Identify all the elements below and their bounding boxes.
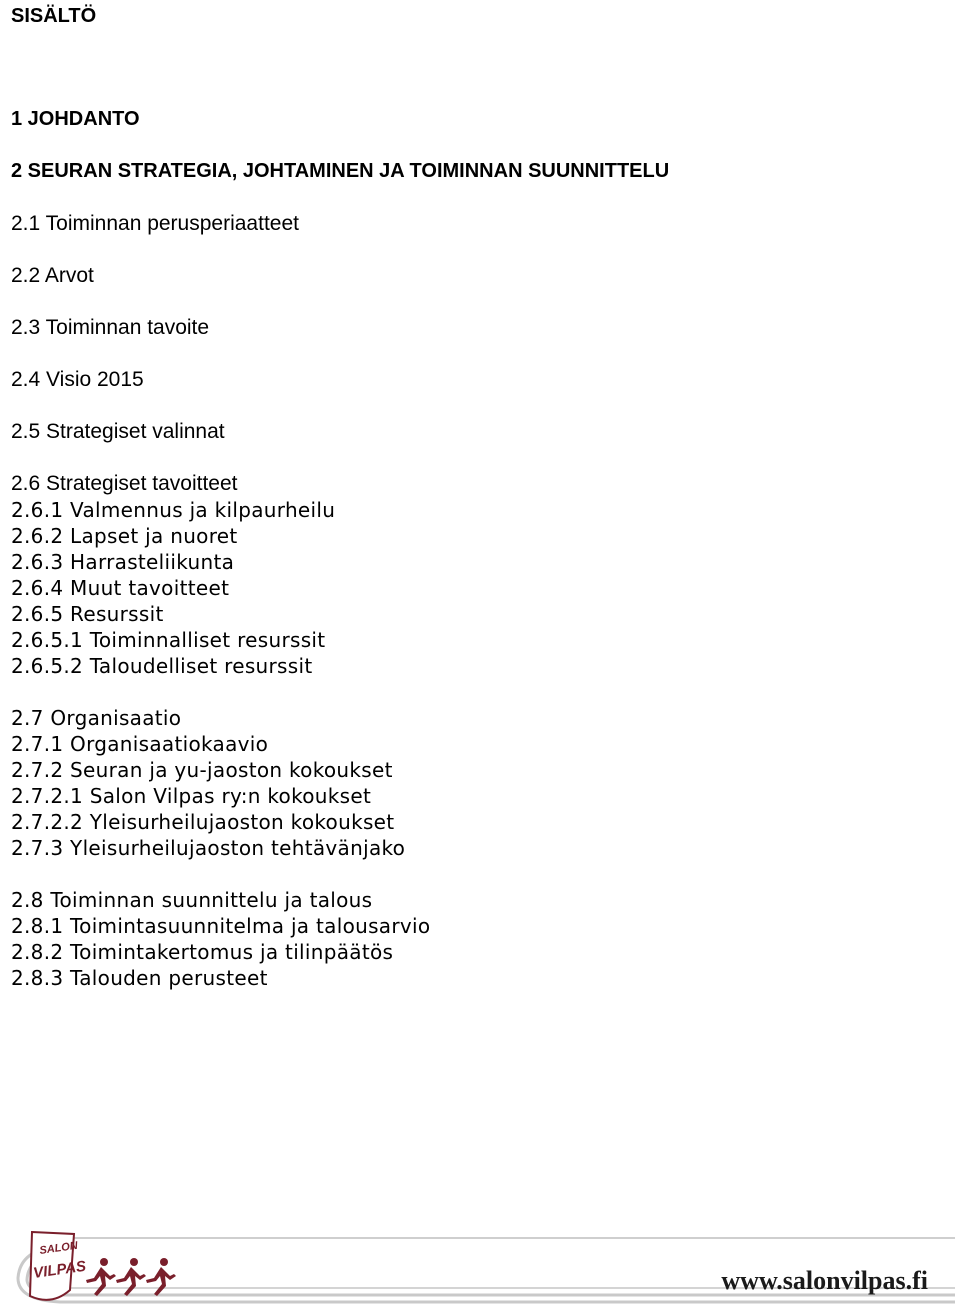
toc-item-2-6-4: 2.6.4 Muut tavoitteet	[11, 576, 230, 600]
page-title: SISÄLTÖ	[11, 5, 97, 27]
runners-icon	[86, 1258, 176, 1296]
website-url[interactable]: www.salonvilpas.fi	[721, 1266, 928, 1295]
toc-item-1: 1 JOHDANTO	[11, 108, 140, 130]
svg-text:SALON: SALON	[38, 1239, 79, 1257]
toc-item-2-7-2-2: 2.7.2.2 Yleisurheilujaoston kokoukset	[11, 810, 395, 834]
toc-item-2-4: 2.4 Visio 2015	[11, 368, 144, 391]
club-logo	[30, 1232, 87, 1300]
toc-item-2-7: 2.7 Organisaatio	[11, 706, 182, 730]
toc-item-2-6-5-2: 2.6.5.2 Taloudelliset resurssit	[11, 654, 313, 678]
toc-item-2-6-5: 2.6.5 Resurssit	[11, 602, 164, 626]
toc-item-2-1: 2.1 Toiminnan perusperiaatteet	[11, 212, 299, 235]
toc-item-2-7-2: 2.7.2 Seuran ja yu-jaoston kokoukset	[11, 758, 393, 782]
toc-item-2-8-2: 2.8.2 Toimintakertomus ja tilinpäätös	[11, 940, 394, 964]
toc-item-2-7-2-1: 2.7.2.1 Salon Vilpas ry:n kokoukset	[11, 784, 372, 808]
toc-item-2-8: 2.8 Toiminnan suunnittelu ja talous	[11, 888, 373, 912]
page-footer	[0, 1228, 960, 1309]
svg-text:VILPAS: VILPAS	[32, 1257, 88, 1282]
toc-item-2-6-2: 2.6.2 Lapset ja nuoret	[11, 524, 238, 548]
toc-item-2-7-1: 2.7.1 Organisaatiokaavio	[11, 732, 269, 756]
toc-item-2-6-1: 2.6.1 Valmennus ja kilpaurheilu	[11, 498, 336, 522]
toc-item-2-3: 2.3 Toiminnan tavoite	[11, 316, 210, 339]
toc-item-2-6-3: 2.6.3 Harrasteliikunta	[11, 550, 235, 574]
toc-item-2-8-3: 2.8.3 Talouden perusteet	[11, 966, 268, 990]
toc-item-2-5: 2.5 Strategiset valinnat	[11, 420, 225, 443]
toc-item-2-8-1: 2.8.1 Toimintasuunnitelma ja talousarvio	[11, 914, 431, 938]
toc-item-2: 2 SEURAN STRATEGIA, JOHTAMINEN JA TOIMINNAN SUUNNITTELU	[11, 160, 670, 182]
toc-item-2-6-5-1: 2.6.5.1 Toiminnalliset resurssit	[11, 628, 326, 652]
toc-item-2-7-3: 2.7.3 Yleisurheilujaoston tehtävänjako	[11, 836, 406, 860]
toc-item-2-2: 2.2 Arvot	[11, 264, 94, 287]
toc-item-2-6: 2.6 Strategiset tavoitteet	[11, 472, 238, 495]
